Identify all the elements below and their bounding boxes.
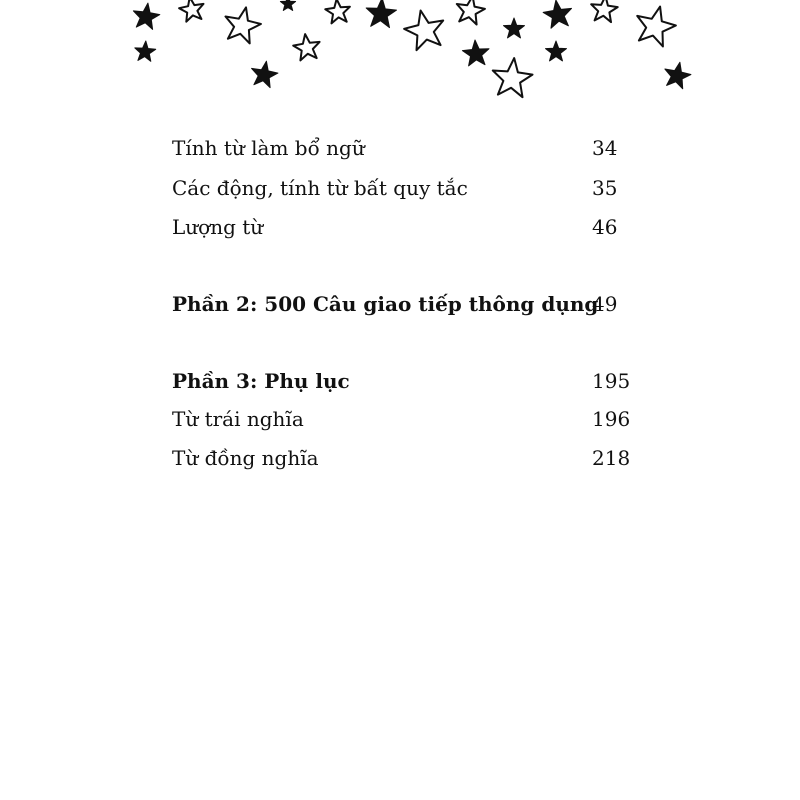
toc-section-page: 195 [592, 369, 631, 393]
star-outline-icon [591, 0, 618, 22]
star-filled-icon [135, 41, 156, 61]
toc-section-heading [172, 366, 642, 396]
toc-entry-title: Từ trái nghĩa [172, 407, 304, 431]
star-outline-icon [179, 0, 203, 22]
star-filled-icon [366, 0, 396, 28]
toc-entry [172, 133, 642, 163]
star-outline-icon [404, 11, 443, 51]
toc-section-heading [172, 289, 642, 319]
toc-entry-page: 46 [592, 215, 618, 239]
toc-entry [172, 404, 642, 434]
toc-section-title: Phần 2: 500 Câu giao tiếp thông dụng [172, 292, 599, 316]
toc-entry-page: 218 [592, 446, 631, 470]
star-filled-icon [665, 62, 691, 89]
toc-section-page: 49 [592, 292, 618, 316]
star-filled-icon [462, 40, 489, 66]
toc-entry [172, 173, 642, 203]
star-filled-icon [133, 3, 159, 29]
star-filled-icon [252, 61, 278, 87]
star-outline-icon [493, 58, 533, 97]
toc-entry-page: 34 [592, 136, 618, 160]
toc-entry-title: Từ đồng nghĩa [172, 446, 319, 470]
toc-entry [172, 443, 642, 473]
star-filled-icon [543, 0, 571, 28]
toc-entry [172, 212, 642, 242]
star-filled-icon [504, 18, 525, 38]
star-outline-icon [637, 7, 676, 47]
star-outline-icon [226, 7, 261, 43]
star-outline-icon [325, 0, 350, 23]
star-outline-icon [293, 34, 319, 60]
star-filled-icon [280, 0, 295, 11]
toc-entry-title: Các động, tính từ bất quy tắc [172, 176, 468, 200]
toc-entry-page: 35 [592, 176, 618, 200]
star-border-decoration [0, 0, 800, 110]
star-outline-icon [457, 0, 485, 24]
toc-entry-page: 196 [592, 407, 631, 431]
star-filled-icon [546, 41, 567, 61]
toc-section-title: Phần 3: Phụ lục [172, 369, 350, 393]
toc-entry-title: Tính từ làm bổ ngữ [172, 136, 365, 160]
toc-entry-title: Lượng từ [172, 215, 264, 239]
